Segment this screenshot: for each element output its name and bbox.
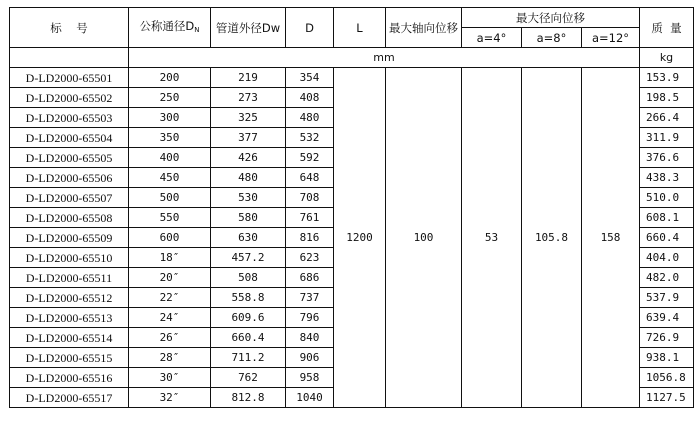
row-mass: 726.9 (640, 328, 694, 348)
row-pipe-od: 558.8 (211, 288, 286, 308)
row-standard-no: D-LD2000-65504 (10, 128, 129, 148)
header-a12: a=12° (582, 28, 640, 48)
row-d: 532 (286, 128, 334, 148)
unit-mm: mm (129, 48, 640, 68)
row-mass: 438.3 (640, 168, 694, 188)
row-nominal-diameter: 400 (129, 148, 211, 168)
row-nominal-diameter: 24″ (129, 308, 211, 328)
row-d: 840 (286, 328, 334, 348)
row-d: 648 (286, 168, 334, 188)
row-mass: 608.1 (640, 208, 694, 228)
row-standard-no: D-LD2000-65501 (10, 68, 129, 88)
row-d: 623 (286, 248, 334, 268)
cell-l-shared: 1200 (334, 68, 386, 408)
row-mass: 404.0 (640, 248, 694, 268)
row-mass: 660.4 (640, 228, 694, 248)
row-standard-no: D-LD2000-65505 (10, 148, 129, 168)
spec-table (9, 7, 694, 408)
unit-row (10, 48, 694, 68)
cell-a8-shared: 105.8 (522, 68, 582, 408)
row-pipe-od: 530 (211, 188, 286, 208)
row-d: 816 (286, 228, 334, 248)
header-d: D (286, 8, 334, 48)
header-max-axial: 最大轴向位移 (386, 8, 462, 48)
row-pipe-od: 580 (211, 208, 286, 228)
row-d: 592 (286, 148, 334, 168)
header-standard-no: 标 号 (10, 8, 129, 48)
header-pipe-od: 管道外径Dw (211, 8, 286, 48)
cell-a4-shared: 53 (462, 68, 522, 408)
row-nominal-diameter: 32″ (129, 388, 211, 408)
row-nominal-diameter: 26″ (129, 328, 211, 348)
header-max-radial: 最大径向位移 (462, 8, 640, 28)
row-pipe-od: 660.4 (211, 328, 286, 348)
row-nominal-diameter: 22″ (129, 288, 211, 308)
row-d: 958 (286, 368, 334, 388)
row-pipe-od: 762 (211, 368, 286, 388)
row-pipe-od: 711.2 (211, 348, 286, 368)
row-d: 408 (286, 88, 334, 108)
row-nominal-diameter: 18″ (129, 248, 211, 268)
row-d: 708 (286, 188, 334, 208)
row-standard-no: D-LD2000-65509 (10, 228, 129, 248)
row-nominal-diameter: 500 (129, 188, 211, 208)
row-d: 1040 (286, 388, 334, 408)
row-nominal-diameter: 250 (129, 88, 211, 108)
row-nominal-diameter: 450 (129, 168, 211, 188)
cell-a12-shared: 158 (582, 68, 640, 408)
row-d: 906 (286, 348, 334, 368)
header-a8: a=8° (522, 28, 582, 48)
spec-table-container (9, 7, 694, 408)
header-a4: a=4° (462, 28, 522, 48)
row-pipe-od: 480 (211, 168, 286, 188)
row-standard-no: D-LD2000-65513 (10, 308, 129, 328)
unit-blank (10, 48, 129, 68)
row-nominal-diameter: 550 (129, 208, 211, 228)
row-d: 761 (286, 208, 334, 228)
header-l: L (334, 8, 386, 48)
row-standard-no: D-LD2000-65503 (10, 108, 129, 128)
row-mass: 938.1 (640, 348, 694, 368)
row-nominal-diameter: 300 (129, 108, 211, 128)
row-mass: 510.0 (640, 188, 694, 208)
row-d: 480 (286, 108, 334, 128)
row-pipe-od: 609.6 (211, 308, 286, 328)
row-standard-no: D-LD2000-65515 (10, 348, 129, 368)
header-nominal-diameter (129, 8, 211, 48)
header-nominal-diameter-sub: N (194, 25, 200, 34)
header-row-1 (10, 8, 694, 28)
row-pipe-od: 630 (211, 228, 286, 248)
row-standard-no: D-LD2000-65507 (10, 188, 129, 208)
row-pipe-od: 377 (211, 128, 286, 148)
row-standard-no: D-LD2000-65508 (10, 208, 129, 228)
row-mass: 266.4 (640, 108, 694, 128)
row-pipe-od: 812.8 (211, 388, 286, 408)
header-mass: 质 量 (640, 8, 694, 48)
row-pipe-od: 219 (211, 68, 286, 88)
row-d: 686 (286, 268, 334, 288)
row-mass: 639.4 (640, 308, 694, 328)
row-pipe-od: 273 (211, 88, 286, 108)
row-mass: 1127.5 (640, 388, 694, 408)
header-nominal-diameter-text: 公称通径D (139, 18, 195, 33)
unit-kg: kg (640, 48, 694, 68)
row-mass: 482.0 (640, 268, 694, 288)
row-d: 737 (286, 288, 334, 308)
cell-axial-shared: 100 (386, 68, 462, 408)
row-mass: 376.6 (640, 148, 694, 168)
row-pipe-od: 426 (211, 148, 286, 168)
row-standard-no: D-LD2000-65506 (10, 168, 129, 188)
row-mass: 153.9 (640, 68, 694, 88)
row-nominal-diameter: 600 (129, 228, 211, 248)
table-row (10, 68, 694, 88)
row-mass: 1056.8 (640, 368, 694, 388)
row-standard-no: D-LD2000-65516 (10, 368, 129, 388)
row-pipe-od: 325 (211, 108, 286, 128)
row-nominal-diameter: 350 (129, 128, 211, 148)
row-d: 354 (286, 68, 334, 88)
row-mass: 311.9 (640, 128, 694, 148)
row-standard-no: D-LD2000-65517 (10, 388, 129, 408)
row-standard-no: D-LD2000-65514 (10, 328, 129, 348)
row-mass: 537.9 (640, 288, 694, 308)
row-nominal-diameter: 200 (129, 68, 211, 88)
row-standard-no: D-LD2000-65510 (10, 248, 129, 268)
row-pipe-od: 457.2 (211, 248, 286, 268)
row-nominal-diameter: 30″ (129, 368, 211, 388)
row-nominal-diameter: 28″ (129, 348, 211, 368)
row-pipe-od: 508 (211, 268, 286, 288)
row-nominal-diameter: 20″ (129, 268, 211, 288)
row-d: 796 (286, 308, 334, 328)
row-standard-no: D-LD2000-65512 (10, 288, 129, 308)
row-standard-no: D-LD2000-65502 (10, 88, 129, 108)
row-standard-no: D-LD2000-65511 (10, 268, 129, 288)
row-mass: 198.5 (640, 88, 694, 108)
